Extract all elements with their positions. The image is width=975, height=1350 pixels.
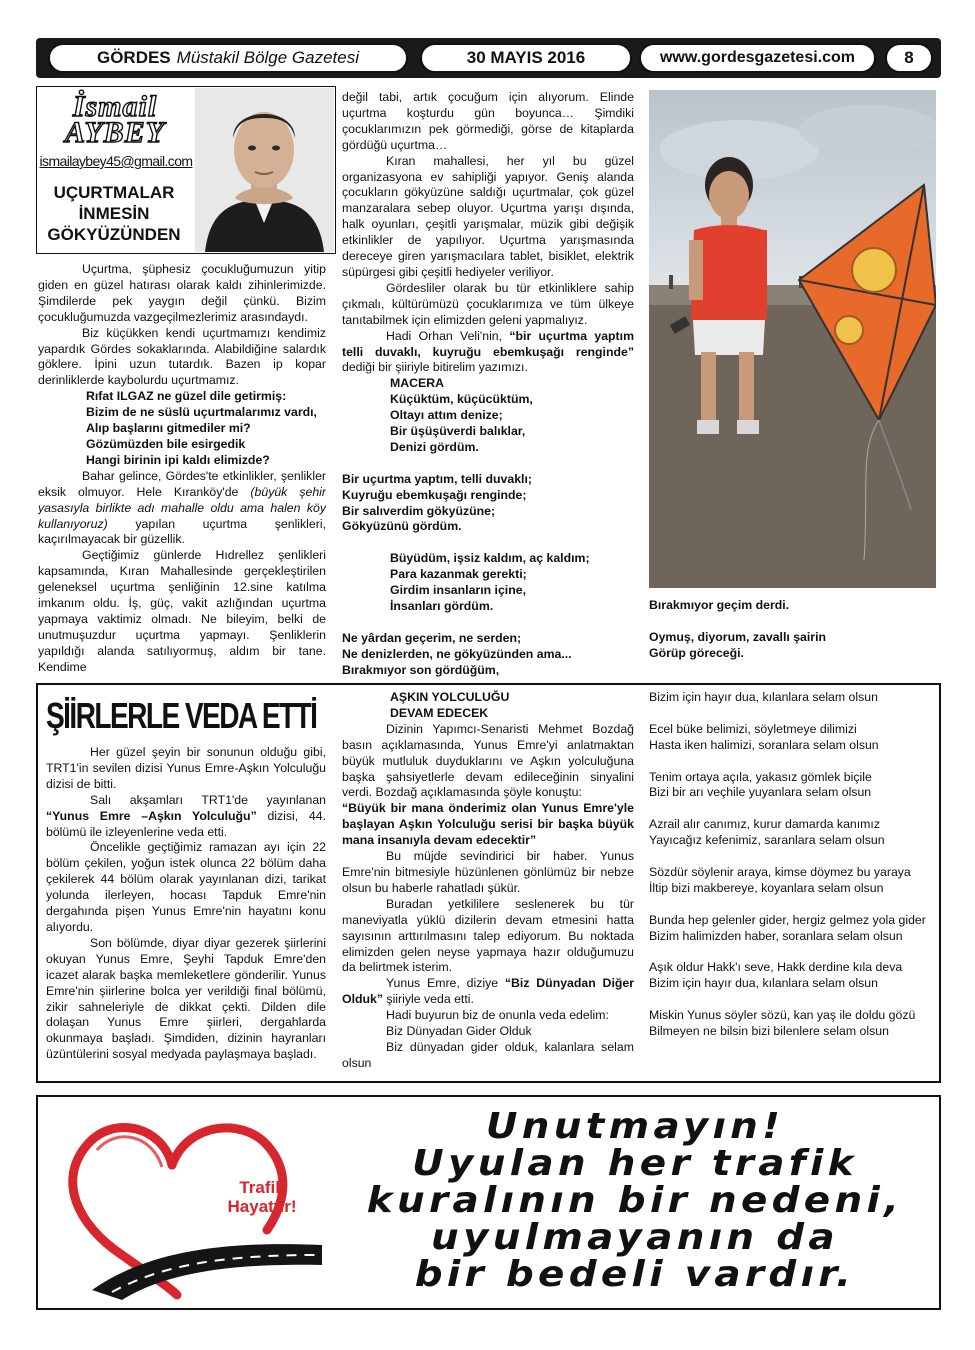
quote-line: Hangi birinin ipi kaldı elimizde? (86, 452, 270, 467)
poem-line: Yayıcağız kefenimiz, saranlara selam olsun (649, 833, 885, 848)
article-title: ŞİİRLERLE VEDA ETTİ (46, 695, 317, 736)
slogan-line: Uyulan her trafik (412, 1143, 858, 1184)
slogan-line: uyulmayanın da (431, 1217, 839, 1258)
logo-text (206, 1178, 318, 1216)
paragraph (342, 976, 634, 1008)
column-text-col2 (342, 90, 634, 682)
poem-line: Azrail alır canımız, kurur damarda kanımız (649, 817, 880, 832)
poem-line: Sözdür söylenir araya, kimse döymez bu yaraya (649, 864, 911, 879)
paragraph: Buradan yetkililere seslenerek bu tür maneviyatla yüklü dizilerin devam etmesini hatta sayısının arttırılmasını talep ediyorum. Bu noktada elimizden gelen neyse yapmaya hazır olduğumuzu da belirtmek isterim. (342, 896, 634, 975)
paragraph: Kıran mahallesi, her yıl bu güzel organizasyona ev sahipliği yapıyor. Geniş alanda çocukların gökyüzüne saldığı uçurtmalar, çok güzel manzaralara sebep oluyor. Uçurtma yarışı dışında, halk oyunları, çeşitli yarışmalar, müzik gibi değişik etkinlikler de yapılıyor. Uçurtma yarışmasında dereceye giren yarışmacılara tablet, bisiklet, elektrik süpürgesi gibi çeşitli hediyeler veriliyor. (342, 153, 634, 279)
paragraph: Her güzel şeyin bir sonunun olduğu gibi, TRT1'in sevilen dizisi Yunus Emre-Aşkın Yolculuğu dizisi de bitti. (46, 745, 326, 791)
paper-name: GÖRDES (96, 48, 171, 67)
paragraph-part: Hadi Orhan Veli'nin, (386, 328, 503, 343)
paragraph-quote: “Yunus Emre –Aşkın Yolculuğu” (46, 808, 257, 823)
column-text-col1 (38, 262, 326, 682)
poem-line: Bizi bir arı veçhile yuyanlara selam olsun (649, 785, 872, 800)
quote: “Büyük bir mana önderimiz olan Yunus Emre'yle başlayan Aşkın Yolculuğu serisi bir başka büyük mana insanıyla devam edecektir” (342, 801, 634, 848)
paragraph: değil tabi, artık çocuğum için alıyorum. Elinde uçurtma koşturdu gün boyunca… Şimdiki çocuklarımızın pek görmediği, görse de kitaplarda gördüğü uçurtma… (342, 90, 634, 152)
paragraph: Öncelikle geçtiğimiz ramazan ayı için 22 bölüm çekilen, yoğun istek olunca 22 bölüm daha çekilerek 44 bölüm olarak yayınlanan dizi, tarikat yolunda ilerleyen, hocası Tapduk Emre'nin dergahında pişen Yunus Emre'nin hayatını konu alıyordu. (46, 840, 326, 934)
paragraph: Uçurtma, şüphesiz çocukluğumuzun yitip giden en güzel hatırası olarak kaldı zihinlerimizde. Şimdilerde pek yaygın değil çünkü. Bizim çocukluğumuzda vazgeçilmezlerimiz arasındaydı. (38, 262, 326, 324)
issue-date: 30 MAYIS 2016 (466, 48, 586, 67)
poem-line: Bunda hep gelenler gider, hergiz gelmez yola gider (649, 912, 926, 927)
author-name (40, 90, 190, 149)
poem-line: Bizim için hayır dua, kılanlara selam olsun (649, 976, 878, 991)
quote-line: Gözümüzden bile esirgedik (86, 436, 246, 451)
column-headline: UÇURTMALAR İNMESİN GÖKYÜZÜNDEN (47, 183, 181, 244)
poem-line: İltip bizi makbereye, koyanlara selam olsun (649, 880, 884, 895)
logo-line: Hayattır! (227, 1197, 297, 1216)
poem-line: Denizi gördüm. (390, 439, 479, 454)
page-number-pill (885, 43, 933, 73)
poem-line: Bir salıverdim gökyüzüne; (342, 503, 496, 518)
paragraph-part: Yunus Emre, diziye (386, 976, 499, 991)
paragraph-part: Salı akşamları TRT1'de yayınlanan (90, 792, 326, 807)
paragraph-part: dizisi, 44. bölümü ile izleyenlerine veda etti. (46, 808, 326, 839)
poem-line: Hasta iken halimizi, soranlara selam olsun (649, 737, 879, 752)
poem-line: Miskin Yunus söyler sözü, kan yaş ile doldu gözü (649, 1008, 916, 1023)
paragraph-part: dediği bir şiiriyle bitirelim yazımızı. (342, 360, 528, 375)
paragraph (38, 469, 326, 549)
poem-title: MACERA (390, 376, 444, 391)
ad-slogan (311, 1108, 959, 1293)
poem-title: Biz Dünyadan Gider Olduk (386, 1024, 532, 1039)
author-photo (195, 88, 334, 252)
poem-line: Bırakmıyor geçim derdi. (649, 598, 790, 612)
subheading: AŞKIN YOLCULUĞU (390, 690, 510, 704)
paragraph: Hadi buyurun biz de onunla veda edelim: (386, 1008, 609, 1023)
paragraph: Biz küçükken kendi uçurtmamızı kendimiz yapardık Gördes sokaklarında. Alabildiğine salardık göklere. İpini uzun tutardık. Bazen ip kopar derinliklerde kaybolurdu uçurtmamız. (38, 325, 326, 388)
subheading: DEVAM EDECEK (390, 705, 489, 720)
author-email[interactable]: ismailaybey45@gmail.com (39, 153, 193, 169)
poem-line: Aşık oldur Hakk'ı seve, Hakk derdine kıla deva (649, 960, 903, 975)
poem-line: Ne denizlerden, ne gökyüzünden ama... (342, 646, 572, 661)
poem-line: Girdim insanların içine, (390, 583, 526, 598)
poem-line: Ne yârdan geçerim, ne serden; (342, 630, 522, 645)
poem-line: Oltayı attım denize; (390, 408, 503, 423)
poem-line: Bir üşüşüverdi balıklar, (390, 424, 526, 439)
poem-line: Büyüdüm, işsiz kaldım, aç kaldım; (390, 551, 590, 566)
logo-line: Trafik (239, 1178, 285, 1197)
column-text-col3 (649, 598, 936, 668)
poem-line: Bizim halimizden haber, soranlara selam olsun (649, 928, 903, 943)
slogan-line: kuralının bir nedeni, (366, 1180, 904, 1221)
slogan-line: bir bedeli vardır. (414, 1254, 856, 1295)
paper-subtitle: Müstakil Bölge Gazetesi (176, 48, 360, 67)
poem-line: Oymuş, diyorum, zavallı şairin (649, 629, 827, 644)
article-col1 (46, 745, 326, 1075)
paragraph: Bu müjde sevindirici bir haber. Yunus Emre'nin bitmesiyle hüzünlenen gönlümüz bir nebze olsun bu haberle rahatladı şükür. (342, 849, 634, 895)
paragraph-part: yapılan uçurtma şenlikleri, kaçırılmayacak bir güzellik. (38, 516, 326, 547)
page-number: 8 (904, 48, 914, 67)
paragraph (46, 793, 326, 841)
paragraph-part: şiiriyle veda etti. (386, 992, 474, 1007)
website-pill[interactable] (639, 43, 876, 73)
paper-name-pill (48, 43, 408, 73)
paragraph-part: Bahar gelince, Gördes'te etkinlikler, şenlikler eksik olmuyor. Hele Kıranköy'de (38, 468, 326, 499)
paragraph: Dizinin Yapımcı-Senaristi Mehmet Bozdağ basın açıklamasında, Yunus Emre'yi anlatmaktan büyük mutluluk duyduklarını ve Aşkın yolculuğuna başka şahsiyetlerle devam edileceğinin sinyalini verdi. Bozdağ açıklamasında şöyle konuştu: (342, 721, 634, 800)
paragraph-aside: (büyük şehir yasasıyla birlikte adı mahalle oldu ama halen köy kullanıyoruz) (38, 484, 326, 531)
paragraph-quote: “bir uçurtma yaptım telli duvaklı, kuyruğu ebemkuşağı renginde” (342, 328, 634, 359)
quote-intro: Rıfat ILGAZ ne güzel dile getirmiş: (86, 389, 287, 404)
author-last-name: AYBEY (64, 116, 166, 149)
poem-line: Ecel büke belimizi, söyletmeye dilimizi (649, 721, 857, 736)
slogan-line: Unutmayın! (485, 1106, 785, 1147)
paragraph: Son bölümde, diyar diyar gezerek şiirlerini okuyan Yunus Emre, Şeyhi Tapduk Emre'den icazet alarak başka memleketlere gönderilir. Yunus Emre'nin şiirlerine bolca yer verildiği final bölümü, zikir sahneleriyle de dikkat çekti. Dilden dile dolaşan Yunus Emre şiirleri, dergahlarda okunmaya başladı. Şimdiden, dizinin hayranları üzüntülerini sosyal medyada paylaşmaya başladı. (46, 935, 326, 1062)
paragraph: Gördesliler olarak bu tür etkinliklere sahip çıkmalı, kültürümüzü çocuklarımıza ve tüm ülkeye tanıtabilmek için elimizden geleni yapmalıyız. (342, 280, 634, 327)
poem-line: Gökyüzünü gördüm. (342, 519, 462, 534)
poem-line: Kuyruğu ebemkuşağı renginde; (342, 487, 527, 502)
article-poem (649, 690, 929, 1040)
poem-line: Bilmeyen ne bilsin bizi bilenlere selam olsun (649, 1023, 889, 1038)
poem-line: Bizim için hayır dua, kılanlara selam olsun (649, 690, 878, 704)
article-col2 (342, 690, 634, 1075)
quote-line: Alıp başlarını gitmediler mi? (86, 421, 251, 436)
poem-line: İnsanları gördüm. (390, 598, 494, 613)
date-pill (420, 43, 632, 73)
paragraph: Geçtiğimiz günlerde Hıdrellez şenlikleri kapsamında, Kıran Mahallesinde gerçekleştirilen geleneksel uçurtma şenliğinin 12.sine katılma imkanım oldu. İş, güç, vakit azlığından uçurtma yapmaya vaktimiz olmadı. Ne bileyim, belki de unutmuşuzdur uçurtma yapmayı. Şenliklerin yapıldığı alanda satılıyormuş, aldım bir tane. Kendime (38, 548, 326, 674)
poem-line: Biz dünyadan gider olduk, kalanlara selam olsun (342, 1039, 634, 1070)
paragraph (342, 329, 634, 377)
poem-line: Bırakmıyor son gördüğüm, (342, 662, 500, 677)
website-link[interactable]: www.gordesgazetesi.com (659, 49, 855, 66)
poem-line: Görüp göreceği. (649, 645, 744, 660)
author-first-name: İsmail (72, 90, 158, 123)
kite-photo (649, 90, 936, 588)
poem-line: Küçüktüm, küçücüktüm, (390, 392, 533, 407)
quote-line: Bizim de ne süslü uçurtmalarımız vardı, (86, 405, 317, 420)
paragraph-quote: “Biz Dünyadan Diğer Olduk” (342, 976, 634, 1007)
poem-line: Para kazanmak gerekti; (390, 567, 527, 582)
poem-line: Tenim ortaya açıla, yakasız gömlek biçile (649, 769, 872, 784)
poem-line: Bir uçurtma yaptım, telli duvaklı; (342, 471, 532, 486)
